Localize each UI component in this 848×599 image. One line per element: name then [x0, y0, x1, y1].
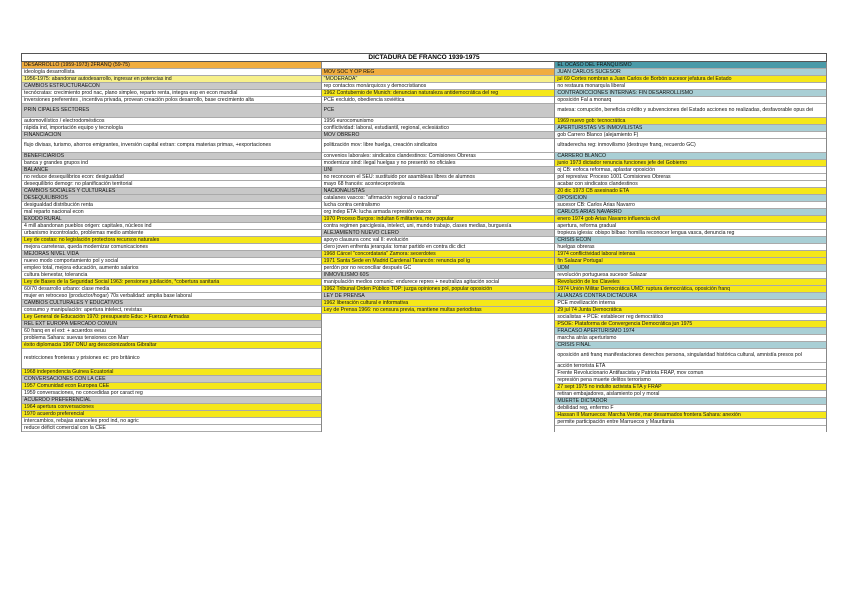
grid-cell[interactable] [555, 160, 826, 167]
grid-cell[interactable] [22, 293, 321, 300]
cell-text: CONVERSACIONES CON LA CEE [24, 376, 106, 382]
section-header[interactable] [555, 195, 826, 202]
grid-cell[interactable] [555, 335, 826, 342]
section-header[interactable] [22, 397, 321, 404]
cell-text: no reduce desequilibrios econ: desigualdad [24, 174, 124, 180]
grid-cell[interactable] [322, 153, 555, 160]
cell-text: JUAN CARLOS SUCESOR [557, 69, 621, 75]
grid-cell[interactable] [322, 251, 555, 258]
cell-text: consumo y manipulación: apertura intelect, revistas [24, 307, 142, 313]
section-header[interactable] [322, 293, 555, 300]
grid-cell[interactable] [322, 307, 555, 314]
column-desarrollo [22, 62, 322, 432]
cell-text: ultraderecha reg: inmovilismo (destruye franq, recuerdo GC) [557, 142, 696, 149]
section-header[interactable] [22, 376, 321, 383]
grid-cell[interactable] [322, 237, 555, 244]
section-header[interactable] [322, 104, 555, 118]
cell-text: ALIANZAS CONTRA DICTADURA [557, 293, 637, 299]
cell-text: 60/70 desarrollo urbano: clase media [24, 286, 110, 292]
section-header[interactable] [22, 167, 321, 174]
cell-text: EL OCASO DEL FRANQUISMO [557, 62, 632, 68]
cell-text: huelgas obreras [557, 244, 595, 250]
grid-cell[interactable] [22, 237, 321, 244]
cell-text: FRACASO APERTURISMO 1974 [557, 328, 635, 334]
cell-text: oposición anti franq manifestaciones derechos persona, singularidad histórica cultural, amnistía presos pol [557, 352, 802, 359]
grid-cell[interactable] [22, 265, 321, 272]
grid-cell[interactable] [22, 272, 321, 279]
cell-text: MEJORAS NIVEL VIDA [24, 251, 79, 257]
grid-cell[interactable] [555, 251, 826, 258]
cell-text: OPOSICIÓN [557, 195, 587, 201]
cell-text: UNI [323, 167, 333, 173]
cell-text: mayo 68 francés: aconteceprotesta [323, 181, 405, 187]
cell-text: BALANCE [24, 167, 49, 173]
cell-text: desequilibrio demogr: no planificación territorial [24, 181, 133, 187]
cell-text: mujer en retroceso (productor/hogar) 70s verbalidad: amplia base laboral [24, 293, 192, 299]
cell-text: UDM [557, 265, 570, 271]
cell-text: urbanismo incontrolado, problemas medio ambiente [24, 230, 144, 236]
grid-cell[interactable] [555, 216, 826, 223]
cell-text: 1968 independencia Guinea Ecuatorial [24, 369, 114, 375]
cell-text: permite participación entre Marruecos y Mauritania [557, 419, 675, 425]
grid-cell[interactable] [322, 244, 555, 251]
grid-cell[interactable] [555, 349, 826, 363]
cell-text: CARLOS ARIAS NAVARRO [557, 209, 622, 215]
grid-cell[interactable] [555, 286, 826, 293]
cell-text: 1956 eurocomunismo [323, 118, 374, 124]
grid-cell[interactable] [22, 411, 321, 418]
cell-text: catalanes vascos: "afirmación regional o nacional" [323, 195, 439, 201]
grid-cell[interactable] [22, 335, 321, 342]
section-header[interactable] [555, 90, 826, 97]
grid-cell[interactable] [555, 83, 826, 90]
cell-text: FINANCIACIÓN [24, 132, 62, 138]
cell-text: REL EXT EUROPA MERCADO COMÚN [24, 321, 118, 327]
grid-cell[interactable] [322, 279, 555, 286]
grid-cell[interactable] [22, 230, 321, 237]
section-header[interactable] [555, 293, 826, 300]
grid-cell[interactable] [322, 258, 555, 265]
cell-text: Ley de Bases de la Seguridad Social 1963: pensiones jubilación, *cobertura sanitaria [24, 279, 220, 285]
grid-cell[interactable] [555, 76, 826, 83]
section-header[interactable] [22, 188, 321, 195]
section-header[interactable] [22, 216, 321, 223]
grid-cell[interactable] [555, 181, 826, 188]
grid-cell[interactable] [322, 76, 555, 83]
cell-text: CAMBIOS ESTRUCTURAECON [24, 83, 100, 89]
cell-text: MOV SOC Y OP REG [323, 69, 375, 75]
section-header[interactable] [22, 153, 321, 160]
grid-cell[interactable] [555, 279, 826, 286]
section-header[interactable] [555, 125, 826, 132]
cell-text: "MODERADA" [323, 76, 358, 82]
cell-text: 20 dic 1973 CB asesinado ETA [557, 188, 630, 194]
cell-text: reduce déficit comercial con la CEE [24, 425, 106, 431]
section-header[interactable] [22, 300, 321, 307]
cell-text: rápida ind, importación equipo y tecnología [24, 125, 123, 131]
grid-cell[interactable] [22, 244, 321, 251]
grid-cell[interactable] [555, 188, 826, 195]
cell-text: enero 1974 gob Arias Navarro influencia civil [557, 216, 660, 222]
grid-cell[interactable] [555, 377, 826, 384]
data-grid [21, 62, 827, 432]
grid-cell[interactable] [22, 174, 321, 181]
cell-text: junio 1973 dictador renuncia funciones jefe del Gobierno [557, 160, 688, 166]
grid-cell[interactable] [322, 90, 555, 97]
cell-text: INMOVILISMO 60S [323, 272, 369, 278]
cell-text: empleo total, mejora educación, aumento salarios [24, 265, 139, 271]
cell-text: Revolución de los Claveles [557, 279, 620, 285]
grid-cell[interactable] [322, 125, 555, 132]
cell-text: CRISIS ECON [557, 237, 592, 243]
cell-text: gob Carrero Blanco (alejamiento F) [557, 132, 639, 138]
grid-cell[interactable] [322, 216, 555, 223]
grid-cell[interactable] [555, 384, 826, 391]
grid-cell[interactable] [555, 97, 826, 104]
grid-cell[interactable] [22, 139, 321, 153]
cell-text: marcha atrás aperturismo [557, 335, 617, 341]
grid-cell[interactable] [555, 132, 826, 139]
section-header[interactable] [322, 132, 555, 139]
column-movimientos-sociales [322, 62, 556, 432]
cell-text: org indep ETA: lucha armada represión vascos [323, 209, 432, 215]
grid-cell[interactable] [22, 369, 321, 376]
cell-text: Ley de Prensa 1966: no censura previa, mantiene multas periodistas [323, 307, 482, 313]
grid-cell[interactable] [22, 390, 321, 397]
cell-text: pol represiva: Proceso 1001 Comisiones Obreras [557, 174, 671, 180]
grid-cell[interactable] [322, 209, 555, 216]
cell-text: ALEJAMIENTO NUEVO CLERO [323, 230, 399, 236]
grid-cell[interactable] [22, 404, 321, 411]
cell-text: revolución portuguesa sucesor Salazar [557, 272, 648, 278]
cell-text: BENEFICIARIOS [24, 153, 65, 159]
cell-text: 1970 Proceso Burgos: indultan 6 militantes, mov popular [323, 216, 454, 222]
cell-text: MOV OBRERO [323, 132, 360, 138]
cell-text: convenios laborales: sindicatos clandestinos: Comisiones Obreras [323, 153, 476, 159]
cell-text: no reconocen el SEU: sustituido por asambleas libres de alumnos [323, 174, 476, 180]
grid-cell[interactable] [322, 195, 555, 202]
cell-text: Frente Revolucionario Antifascista y Patriota FRAP, mov comun [557, 370, 704, 376]
grid-cell[interactable] [322, 202, 555, 209]
cell-text: lucha contra centralismo [323, 202, 380, 208]
cell-text: 1956-1975: abandonar autodesarrollo, ingresar en potencias ind [24, 76, 172, 82]
cell-text: automovilístico / electrodomésticos [24, 118, 105, 124]
cell-text: mal reparto nacional econ [24, 209, 84, 215]
section-header[interactable] [322, 69, 555, 76]
cell-text: 1969 nuevo gob: tecnocrática [557, 118, 626, 124]
grid-cell[interactable] [22, 223, 321, 230]
grid-cell[interactable] [22, 69, 321, 76]
grid-cell[interactable] [555, 272, 826, 279]
section-header[interactable] [22, 251, 321, 258]
column-ocaso-franquismo [555, 62, 827, 432]
grid-cell[interactable] [555, 174, 826, 181]
cell-text: éxito diplomacia 1967 ONU arg descolonizadora Gibraltar [24, 342, 157, 348]
cell-text: conflictividad: laboral, estudiantil, regional, eclesiástico [323, 125, 450, 131]
grid-cell[interactable] [22, 202, 321, 209]
grid-cell[interactable] [555, 314, 826, 321]
grid-cell[interactable] [22, 125, 321, 132]
grid-cell[interactable] [555, 202, 826, 209]
grid-cell[interactable] [555, 412, 826, 419]
section-header[interactable] [22, 62, 321, 69]
cell-text: flujo divisas, turismo, ahorros emigrantes, inversión capital extran: compra materias primas, +exportaciones [24, 142, 271, 149]
grid-cell[interactable] [555, 139, 826, 153]
cell-text: problema Sahara: suevas tensiones con Marr [24, 335, 129, 341]
grid-cell[interactable] [322, 174, 555, 181]
section-header[interactable] [22, 83, 321, 90]
cell-text: LEY DE PRENSA [323, 293, 365, 299]
grid-cell[interactable] [22, 418, 321, 425]
cell-text: 1964 apertura conversaciones [24, 404, 94, 410]
cell-text: 60 franq en el ext: + acuerdos eeuu [24, 328, 106, 334]
grid-cell[interactable] [322, 118, 555, 125]
cell-text: politización mov: libre huelga, creación sindicatos [323, 142, 438, 149]
cell-text: CAMBIOS CULTURALES Y EDUCATIVOS [24, 300, 123, 306]
grid-cell[interactable] [555, 321, 826, 328]
grid-cell[interactable] [555, 244, 826, 251]
grid-cell[interactable] [555, 307, 826, 314]
cell-text: intercambios, rebajas aranceles prod ind, no agric [24, 418, 139, 424]
grid-cell[interactable] [555, 104, 826, 118]
cell-text: restricciones fronteras y prisiones ec: pro británico [24, 355, 140, 362]
section-header[interactable] [322, 167, 555, 174]
grid-cell[interactable] [322, 181, 555, 188]
section-header[interactable] [555, 265, 826, 272]
grid-cell[interactable] [555, 405, 826, 412]
cell-text: 1959 conversaciones, no concedidas por caract reg [24, 390, 143, 396]
grid-cell[interactable] [555, 300, 826, 307]
cell-text: PSOE: Plataforma de Convergencia Democrática jun 1975 [557, 321, 693, 327]
section-header[interactable] [555, 342, 826, 349]
grid-cell[interactable] [322, 223, 555, 230]
cell-text: PCE excluido, obediencia soviética [323, 97, 405, 103]
cell-text: 1970 acuerdo preferencial [24, 411, 85, 417]
grid-cell[interactable] [322, 83, 555, 90]
cell-text: socialistas + PCE: establecer reg democrático [557, 314, 664, 320]
cell-text: fin Salazar Portugal [557, 258, 603, 264]
cell-text: 1962 Tribunal Orden Público TOP: juzga opiniones pol, popular oposición [323, 286, 493, 292]
grid-cell[interactable] [22, 181, 321, 188]
cell-text: CRISIS FINAL [557, 342, 591, 348]
grid-cell[interactable] [322, 286, 555, 293]
cell-text: PCE [323, 107, 335, 114]
grid-cell[interactable] [322, 300, 555, 307]
grid-cell[interactable] [22, 342, 321, 349]
cell-text: modernizar sind: ilegal huelgas y no presentó no oficiales [323, 160, 456, 166]
grid-cell[interactable] [555, 118, 826, 125]
cell-text: apertura, reforma gradual [557, 223, 617, 229]
cell-text: tropieza iglesia: obispo bilbao: homilía reconocer lengua vasca, denuncia reg [557, 230, 735, 236]
cell-text: Hassan II Marruecos: Marcha Verde, mar desarmados frontera Sahara: anexión [557, 412, 741, 418]
grid-cell[interactable] [555, 167, 826, 174]
cell-text: 1962 Contubernio de Munich: denuncian naturaleza antidemocrática del reg [323, 90, 499, 96]
cell-text: Ley General de Educación 1970: presupuesto Educ > Fuerzas Armadas [24, 314, 190, 320]
cell-text: APERTURISTAS VS INMOVILISTAS [557, 125, 643, 131]
grid-cell[interactable] [555, 363, 826, 370]
grid-cell[interactable] [22, 76, 321, 83]
cell-text: ACUERDO PREFERENCIAL [24, 397, 92, 403]
section-header[interactable] [555, 237, 826, 244]
cell-text: 27 sept 1975 no indulto activista ETA y FRAP [557, 384, 662, 390]
section-header[interactable] [22, 132, 321, 139]
cell-text: debilidad reg, enfermo F [557, 405, 614, 411]
cell-text: MUERTE DICTADOR [557, 398, 608, 404]
grid-cell[interactable] [322, 265, 555, 272]
section-header[interactable] [555, 398, 826, 405]
cell-text: acabar con sindicatos clandestinos [557, 181, 638, 187]
grid-cell[interactable] [22, 118, 321, 125]
grid-cell[interactable] [322, 97, 555, 104]
cell-text: 4 mill abandonan pueblos origen: capitales, núcleos ind [24, 223, 152, 229]
section-header[interactable] [322, 188, 555, 195]
cell-text: PCE movilización interna [557, 300, 615, 306]
cell-text: matesa: corrupción, beneficia crédito y subvenciones del Estado acciones no realizadas, desfavorable opus dei [557, 107, 814, 114]
grid-cell[interactable] [22, 425, 321, 432]
section-header[interactable] [555, 69, 826, 76]
cell-text: nuevo modo comportamiento pol y social [24, 258, 119, 264]
grid-cell[interactable] [555, 391, 826, 398]
cell-text: sucesor CB: Carlos Arias Navarro [557, 202, 635, 208]
cell-text: ÉXODO RURAL [24, 216, 62, 222]
cell-text: cultura bienestar, tolerancia [24, 272, 88, 278]
cell-text: contra regimen parciglesia, intelect, uni, mundo trabajo, clases medias, burguesía [323, 223, 512, 229]
section-header[interactable] [555, 328, 826, 335]
grid-cell[interactable] [555, 223, 826, 230]
cell-text: Ley de costas: no legislación protectora recursos naturales [24, 237, 160, 243]
section-header[interactable] [555, 209, 826, 216]
cell-text: 1957 Comunidad econ Europea CEE [24, 383, 110, 389]
cell-text: desigualdad distribución renta [24, 202, 93, 208]
page-title: DICTADURA DE FRANCO 1939-1975 [21, 53, 827, 62]
section-header[interactable] [555, 62, 826, 69]
cell-text: perdón por no reconciliar después GC [323, 265, 412, 271]
cell-text: represión pena muerte delitos terrorismo [557, 377, 651, 383]
cell-text: 29 jul 74 Junta Democrática [557, 307, 622, 313]
cell-text: DESEQUILIBRIOS [24, 195, 68, 201]
cell-text: banca y grandes grupos ind [24, 160, 89, 166]
section-header[interactable] [322, 272, 555, 279]
grid-cell[interactable] [555, 419, 826, 426]
cell-text: DESARROLLO (1959-1973) 2FRANQ (59-75) [24, 62, 130, 68]
cell-text: manipulación medios comunic: endurece repres + neutraliza agitación social [323, 279, 500, 285]
section-header[interactable] [322, 230, 555, 237]
grid-cell[interactable] [322, 160, 555, 167]
grid-cell[interactable] [322, 62, 555, 69]
cell-text: jul 69 Cortes nombran a Juan Carlos de Borbón sucesor jefatura del Estado [557, 76, 732, 82]
grid-cell[interactable] [22, 383, 321, 390]
grid-cell[interactable] [22, 314, 321, 321]
grid-cell[interactable] [22, 90, 321, 97]
cell-text: 1974 Unión Militar Democrática UMD: ruptura democrática, oposición franq [557, 286, 731, 292]
cell-text: PRIN CIPALES SECTORES [24, 107, 90, 114]
cell-text: inversiones preferentes , incentiva privada, provean creación polos desarrollo, base crecimiento alta [24, 97, 254, 103]
cell-text: CAMBIOS SOCIALES Y CULTURALES [24, 188, 116, 194]
section-header[interactable] [22, 321, 321, 328]
section-header[interactable] [22, 104, 321, 118]
section-header[interactable] [555, 153, 826, 160]
cell-text: 1974 conflictividad laboral intensa [557, 251, 636, 257]
cell-text: NACIONALISTAS [323, 188, 365, 194]
cell-text: 1962 liberación cultural e informativa [323, 300, 409, 306]
spreadsheet [21, 53, 827, 432]
grid-cell[interactable] [555, 258, 826, 265]
grid-cell[interactable] [22, 97, 321, 104]
cell-text: no restaura monarquía liberal [557, 83, 626, 89]
grid-cell[interactable] [555, 370, 826, 377]
cell-text: oposición Fal a monarq [557, 97, 612, 103]
grid-cell[interactable] [22, 328, 321, 335]
cell-text: CARRERO BLANCO [557, 153, 607, 159]
grid-cell[interactable] [22, 307, 321, 314]
section-header[interactable] [22, 195, 321, 202]
cell-text: ideología desarrollista [24, 69, 75, 75]
cell-text: CONTRADICCIONES INTERNAS: FIN DESARROLLISMO [557, 90, 694, 96]
grid-cell[interactable] [555, 230, 826, 237]
cell-text: tecnócratas: crecimiento prod nac, plano simpleo, reparto renta, integra esp en econ mundial [24, 90, 238, 96]
grid-cell[interactable] [22, 349, 321, 369]
grid-cell[interactable] [22, 279, 321, 286]
cell-text: acción terrorista ETA [557, 363, 606, 369]
cell-text: oj CB: eofoca reformas, aplastar oposición [557, 167, 656, 173]
cell-text: 1971 Santa Sede en Madrid Cardenal Tarancón: renuncia pol ig [323, 258, 471, 264]
grid-cell[interactable] [22, 258, 321, 265]
grid-cell[interactable] [22, 160, 321, 167]
grid-cell[interactable] [322, 139, 555, 153]
cell-text: apoyo clausura conc val II: evolución [323, 237, 409, 243]
cell-text: clero joven enfrenta jerarquía: tomar partido en contra dic dict [323, 244, 466, 250]
cell-text: mejora carreteras, queda modernizar comunicaciones [24, 244, 148, 250]
grid-cell[interactable] [22, 286, 321, 293]
cell-text: retiran embajadores, aislamiento pol y moral [557, 391, 660, 397]
grid-cell[interactable] [22, 209, 321, 216]
cell-text: rep contactos monárquicos y democristianos [323, 83, 427, 89]
cell-text: 1968 Cárcel "concordataria" Zamora: secerdotes [323, 251, 436, 257]
